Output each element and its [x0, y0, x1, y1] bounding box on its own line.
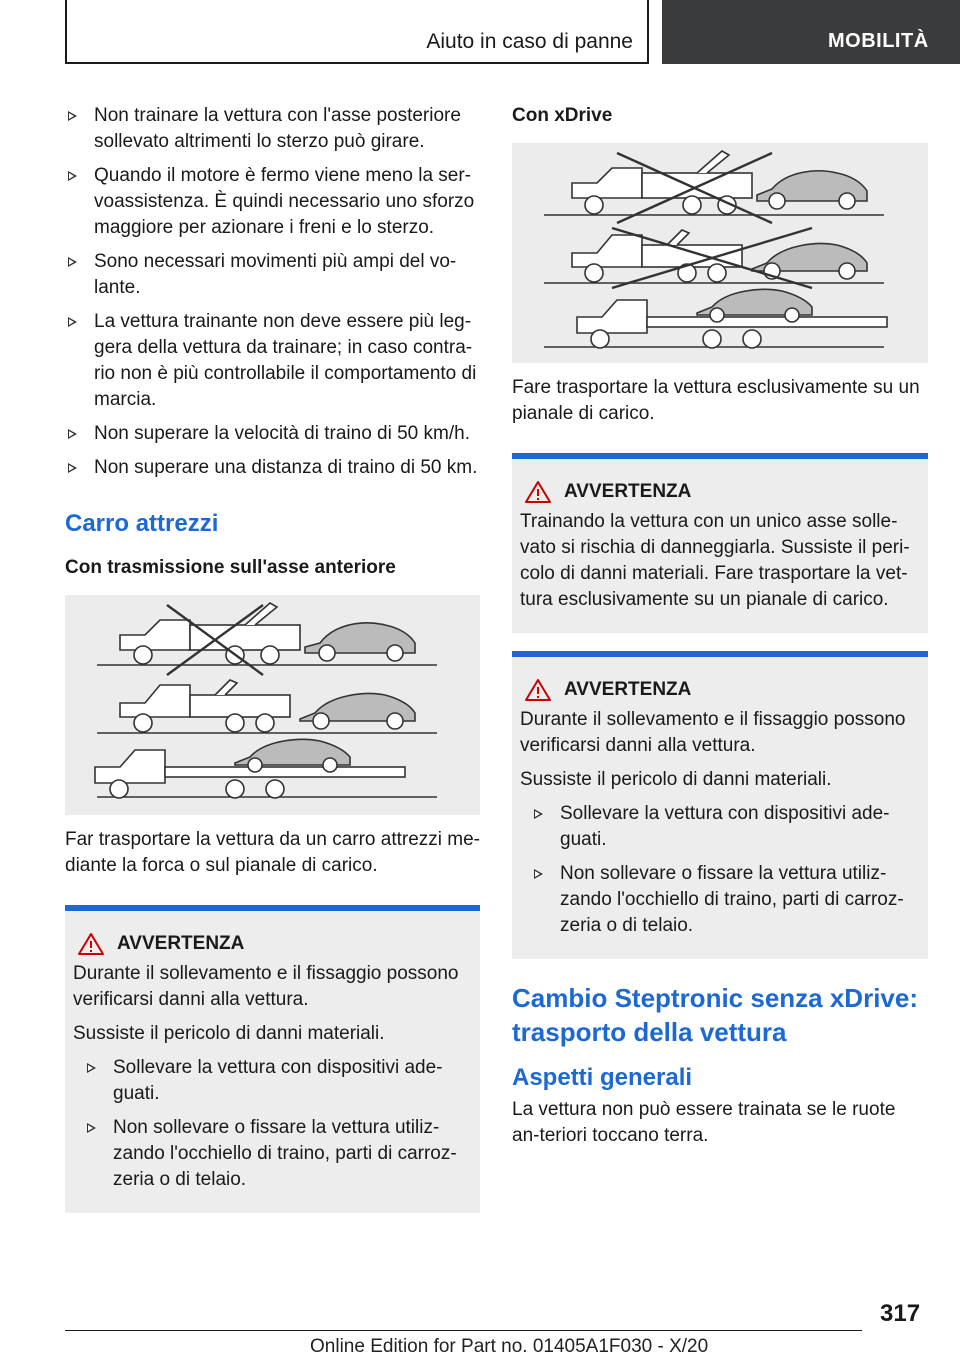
subsection-title-front-drive: Con trasmissione sull'asse anteriore — [65, 557, 396, 578]
towing-notes-list — [65, 103, 480, 481]
list-item: Non superare una distanza di traino di 50 km. — [65, 455, 480, 481]
list-item: Non superare la velocità di traino di 50 km/h. — [65, 421, 480, 447]
xdrive-tow-diagram — [512, 143, 928, 363]
subsection-title-xdrive: Con xDrive — [512, 105, 613, 126]
warning-triangle-icon — [524, 678, 552, 702]
section-title-steptronic: Cambio Steptronic senza xDrive: trasporto della vettura — [512, 983, 918, 1047]
list-item: Non sollevare o fissare la vettura utiliz-zando l'occhiello di traino, parti di carroz-zeria o di telaio. — [84, 1115, 472, 1193]
list-item: Sollevare la vettura con dispositivi ade-guati. — [531, 801, 920, 853]
warning-title: AVVERTENZA — [564, 679, 692, 700]
page-number: 317 — [880, 1300, 921, 1327]
warning-box — [512, 453, 928, 633]
list-item: Quando il motore è fermo viene meno la ser-voassistenza. È quindi necessario uno sforzo maggiore per azionare i freni e lo sterzo. — [65, 163, 480, 241]
warning-list — [84, 1055, 472, 1193]
list-item: La vettura trainante non deve essere più leg-gera della vettura da trainare; in caso contra-rio non è più controllabile il comportamento di marcia. — [65, 309, 480, 413]
tow-truck-illustration — [65, 595, 480, 815]
header-chapter-title: MOBILITÀ — [828, 30, 929, 52]
list-item: Non trainare la vettura con l'asse posteriore sollevato altrimenti lo sterzo può girare. — [65, 103, 480, 155]
section-title-tow-truck: Carro attrezzi — [65, 510, 219, 537]
header-section-title: Aiuto in caso di panne — [426, 30, 633, 53]
header-chapter-tab — [662, 0, 960, 64]
footer-divider — [65, 1330, 862, 1331]
triangle-bullet-icon — [534, 809, 543, 819]
warning-box — [65, 905, 480, 1213]
warning-text: Durante il sollevamento e il fissaggio possono verificarsi danni alla vettura. — [520, 709, 906, 756]
warning-triangle-icon — [77, 932, 105, 956]
warning-text: Trainando la vettura con un unico asse solle-vato si rischia di danneggiarla. Sussiste il peri-colo di danni materiali. Fare trasportare la vet-tura esclusivamente su un pianale di carico. — [520, 511, 910, 610]
subsection-title-general: Aspetti generali — [512, 1064, 693, 1091]
warning-text: Sussiste il pericolo di danni materiali. — [73, 1023, 385, 1044]
warning-list — [531, 801, 920, 939]
warning-text: Durante il sollevamento e il fissaggio possono verificarsi danni alla vettura. — [73, 963, 459, 1010]
warning-text: Sussiste il pericolo di danni materiali. — [520, 769, 832, 790]
triangle-bullet-icon — [68, 317, 77, 327]
xdrive-tow-illustration — [512, 143, 928, 363]
triangle-bullet-icon — [68, 463, 77, 473]
warning-triangle-icon — [524, 480, 552, 504]
triangle-bullet-icon — [68, 257, 77, 267]
triangle-bullet-icon — [68, 429, 77, 439]
figure-caption: Fare trasportare la vettura esclusivamente su un pianale di carico. — [512, 377, 920, 424]
list-item: Sollevare la vettura con dispositivi ade-guati. — [84, 1055, 472, 1107]
triangle-bullet-icon — [68, 111, 77, 121]
body-text: La vettura non può essere trainata se le ruote an-teriori toccano terra. — [512, 1099, 896, 1146]
header-section-box — [65, 0, 649, 64]
figure-caption: Far trasportare la vettura da un carro attrezzi me-diante la forca o sul pianale di carico. — [65, 829, 480, 876]
list-item: Sono necessari movimenti più ampi del vo-lante. — [65, 249, 480, 301]
triangle-bullet-icon — [534, 869, 543, 879]
left-column — [65, 103, 480, 1231]
triangle-bullet-icon — [68, 171, 77, 181]
list-item: Non sollevare o fissare la vettura utiliz-zando l'occhiello di traino, parti di carroz-zeria o di telaio. — [531, 861, 920, 939]
footer-edition: Online Edition for Part no. 01405A1F030 - X/20 — [310, 1336, 709, 1357]
warning-box — [512, 651, 928, 959]
warning-title: AVVERTENZA — [117, 933, 245, 954]
triangle-bullet-icon — [87, 1063, 96, 1073]
tow-truck-diagram — [65, 595, 480, 815]
right-column — [512, 103, 928, 1149]
triangle-bullet-icon — [87, 1123, 96, 1133]
warning-title: AVVERTENZA — [564, 481, 692, 502]
